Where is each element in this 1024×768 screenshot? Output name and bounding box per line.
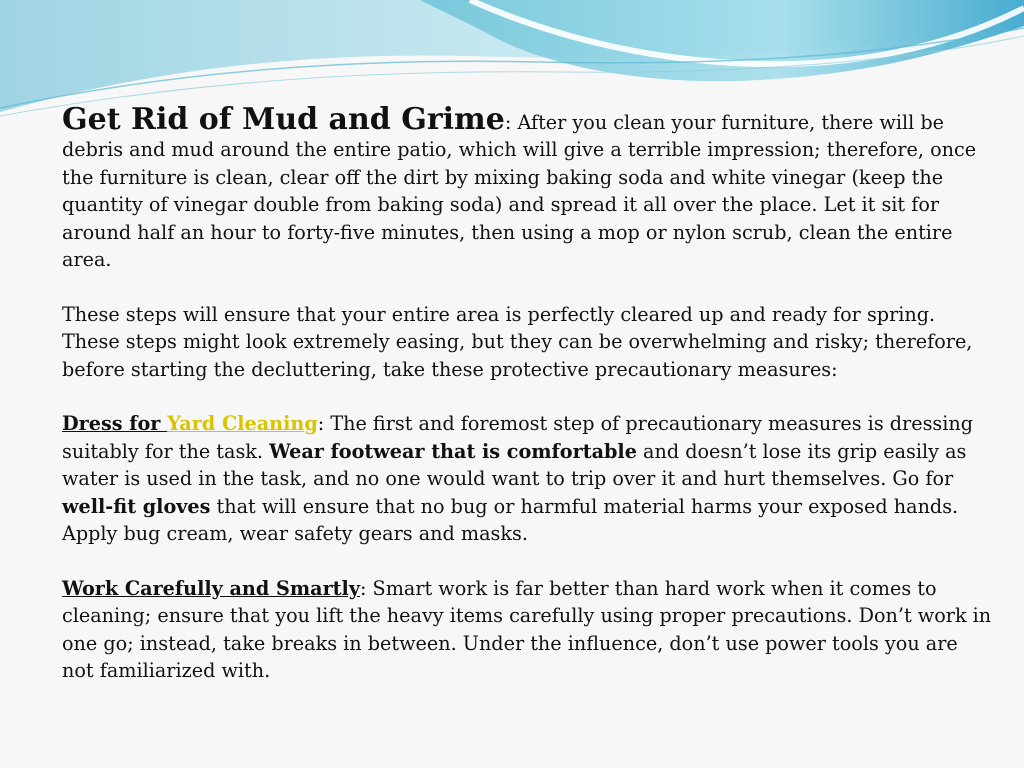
gloves-bold: well-fit gloves <box>62 494 211 518</box>
paragraph-mud-grime <box>62 102 992 273</box>
dress-text-1: : The first and foremost step of precautionary measures is dressing suitably for the task. <box>62 412 974 463</box>
article-content <box>62 102 992 712</box>
mud-grime-heading: Get Rid of Mud and Grime <box>62 102 505 137</box>
work-heading: Work Carefully and Smartly <box>62 576 360 600</box>
paragraph-work <box>62 575 992 685</box>
paragraph-steps <box>62 301 992 383</box>
dress-heading: Dress for <box>62 412 168 436</box>
paragraph-dress <box>62 410 992 547</box>
dress-text-3: that will ensure that no bug or harmful material harms your exposed hands. Apply bug cream, wear safety gears and masks. <box>62 494 959 546</box>
mud-grime-body: After you clean your furniture, there will be debris and mud around the entire patio, which will give a terrible impression; therefore, once the furniture is clean, clear off the dirt by mixing baking soda and white vinegar (keep the quantity of vinegar double from baking soda) and spread it all over the place. Let it sit for around half an hour to forty-five minutes, then using a mop or nylon scrub, clean the entire area. <box>62 111 977 272</box>
dress-text-2: and doesn’t lose its grip easily as water is used in the task, and no one would want to trip over it and hurt themselves. Go for <box>62 439 967 491</box>
footwear-bold: Wear footwear that is comfortable <box>269 439 637 463</box>
yard-cleaning-link[interactable]: Yard Cleaning <box>167 412 318 436</box>
steps-body: These steps will ensure that your entire area is perfectly cleared up and ready for spring. These steps might look extremely easing, but they can be overwhelming and risky; therefore, before starting the decluttering, take these protective precautionary measures: <box>62 302 973 381</box>
work-body: : Smart work is far better than hard work when it comes to cleaning; ensure that you lift the heavy items carefully using proper precautions. Don’t work in one go; instead, take breaks in between. Under the influence, don’t use power tools you are not familiarized with. <box>62 576 992 683</box>
mud-grime-colon: : <box>504 111 518 134</box>
